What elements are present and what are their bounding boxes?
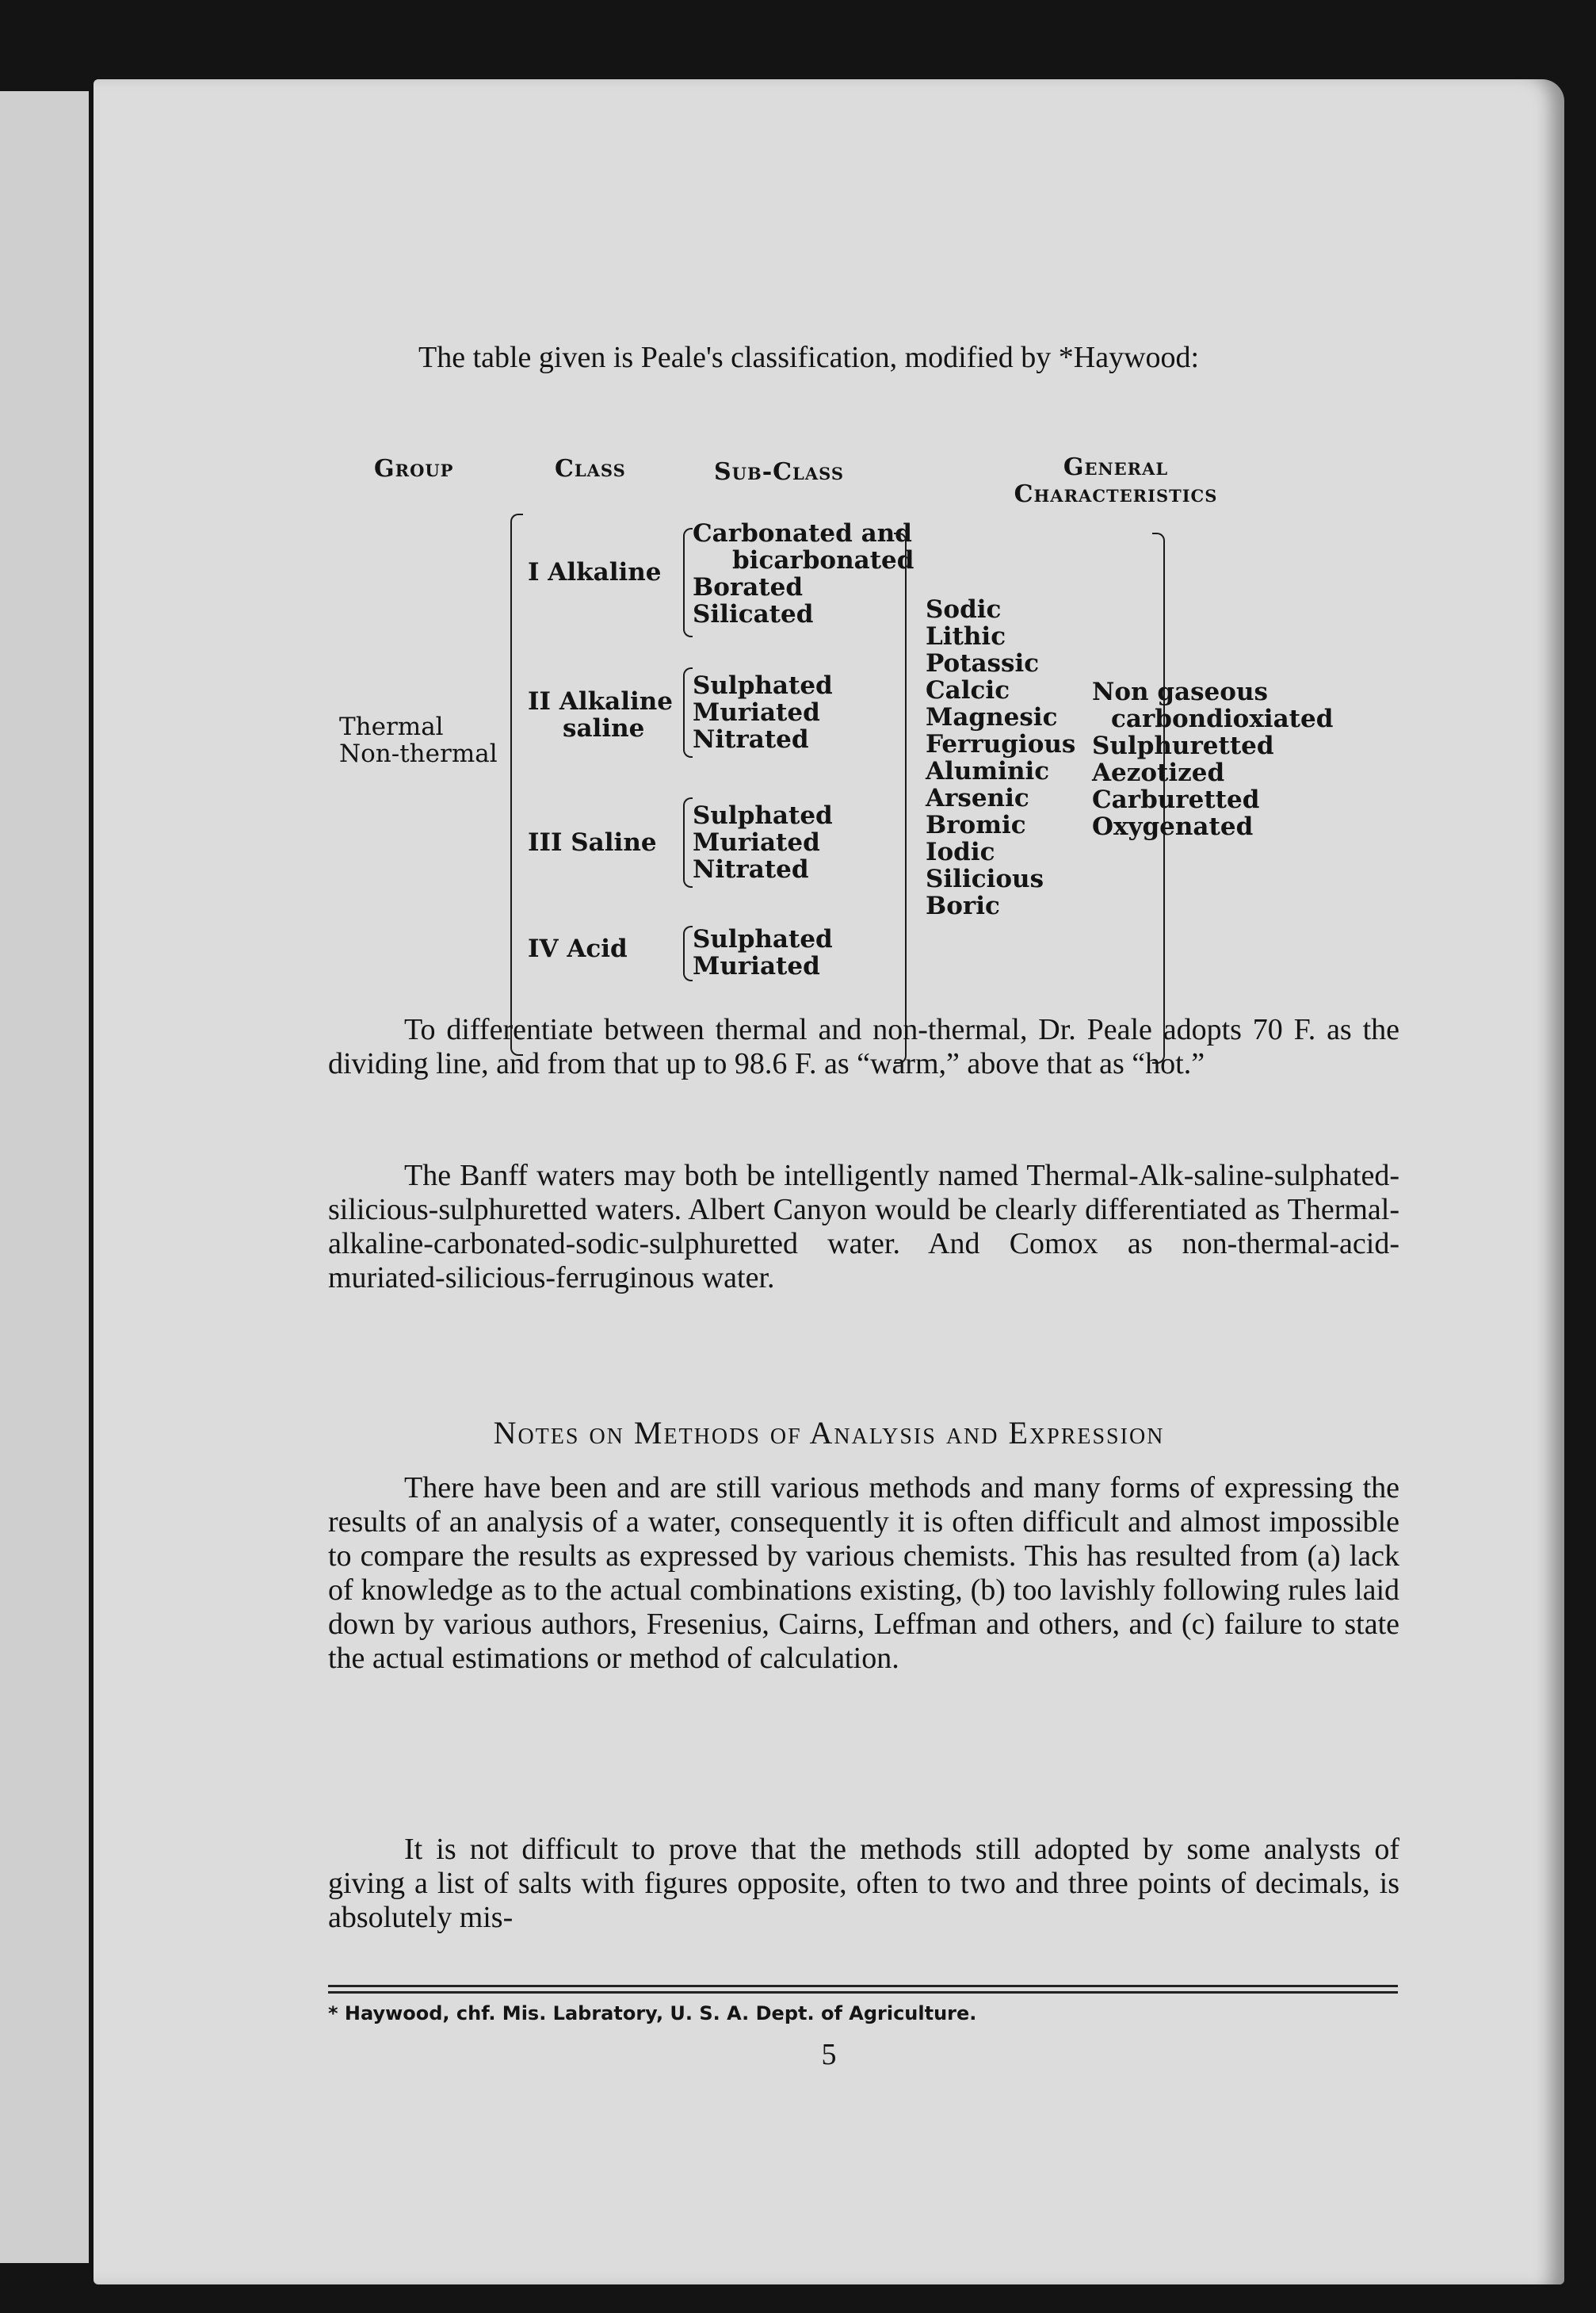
class-i-brace: [683, 528, 693, 637]
facing-page-edge: [0, 91, 89, 2263]
paragraph-thermal-definition: To differentiate between thermal and non-thermal, Dr. Peale adopts 70 F. as the dividing line, and from that up to 98.6 F. as “warm,” above that as “hot.”: [328, 1013, 1399, 1080]
element-3: Potassic: [926, 649, 1040, 678]
paragraph-salts: It is not difficult to prove that the methods still adopted by some analysts of giving a list of salts with figures opposite, often to two and three points of decimals, is absolutely mis-: [328, 1833, 1399, 1934]
page: [94, 79, 1564, 2284]
class-ii-label-2: saline: [563, 714, 645, 743]
class-i-sub-1: Carbonated and: [693, 519, 912, 548]
intro-paragraph: The table given is Peale's classification, modified by *Haywood:: [418, 341, 1200, 374]
header-general-2: Characteristics: [1014, 480, 1218, 508]
gas-2: carbondioxiated: [1111, 705, 1334, 733]
gas-6: Oxygenated: [1092, 812, 1254, 841]
gas-1: Non gaseous: [1092, 678, 1268, 706]
class-iv-sub-1: Sulphated: [693, 925, 833, 954]
class-i-sub-2: bicarbonated: [732, 546, 914, 575]
section-title: Notes on Methods of Analysis and Expression: [493, 1415, 1165, 1451]
gas-5: Carburetted: [1092, 786, 1260, 814]
element-7: Aluminic: [926, 757, 1050, 786]
group-non-thermal: Non-thermal: [339, 740, 498, 768]
header-general-1: General: [1063, 453, 1169, 481]
paragraph-methods: There have been and are still various methods and many forms of expressing the results of an analysis of a water, consequently it is often difficult and almost impossible to compare the results as expressed by various chemists. This has resulted from (a) lack of knowledge as to the actual combinations existing, (b) too lavishly following rules laid down by various authors, Fresenius, Cairns, Leffman and others, and (c) failure to state the actual estimations or method of calculation.: [328, 1471, 1399, 1675]
element-1: Sodic: [926, 595, 1002, 624]
element-4: Calcic: [926, 676, 1010, 705]
gas-3: Sulphuretted: [1092, 732, 1274, 760]
element-8: Arsenic: [926, 784, 1029, 812]
subclass-brace: [894, 533, 907, 1064]
element-5: Magnesic: [926, 703, 1058, 732]
class-ii-label-1: II Alkaline: [528, 687, 674, 716]
class-group-brace: [510, 514, 523, 1056]
header-group: Group: [374, 455, 454, 483]
header-subclass: Sub-Class: [714, 458, 844, 486]
class-i-sub-4: Silicated: [693, 600, 814, 629]
class-i-label: I Alkaline: [528, 558, 662, 587]
class-ii-brace: [683, 667, 693, 758]
element-9: Bromic: [926, 811, 1026, 839]
header-class: Class: [555, 455, 626, 483]
page-number: 5: [821, 2038, 837, 2071]
element-2: Lithic: [926, 622, 1006, 651]
gas-4: Aezotized: [1092, 759, 1225, 787]
footnote-rule-2: [328, 1991, 1398, 1994]
group-thermal: Thermal: [339, 713, 444, 741]
element-11: Silicious: [926, 865, 1044, 893]
element-10: Iodic: [926, 838, 995, 866]
class-iii-brace: [683, 797, 693, 888]
element-6: Ferrugious: [926, 730, 1076, 759]
class-i-sub-3: Borated: [693, 573, 804, 602]
class-ii-sub-2: Muriated: [693, 698, 820, 727]
class-iv-label: IV Acid: [528, 935, 628, 963]
class-ii-sub-3: Nitrated: [693, 725, 809, 754]
footnote: * Haywood, chf. Mis. Labratory, U. S. A. Dept. of Agriculture.: [328, 2002, 977, 2024]
class-iii-label: III Saline: [528, 828, 657, 857]
class-ii-sub-1: Sulphated: [693, 671, 833, 700]
class-iii-sub-1: Sulphated: [693, 801, 833, 830]
class-iii-sub-2: Muriated: [693, 828, 820, 857]
footnote-rule: [328, 1985, 1398, 1987]
class-iv-brace: [683, 926, 693, 981]
element-12: Boric: [926, 892, 1000, 920]
class-iv-sub-2: Muriated: [693, 952, 820, 981]
paragraph-banff-naming: The Banff waters may both be intelligently named Thermal-Alk-saline-sulphated-silicious-sulphuretted waters. Albert Canyon would be clearly differentiated as Thermal-alkaline-carbonated-sodic-sulphuretted water. And Comox as non-thermal-acid-muriated-silicious-ferruginous water.: [328, 1159, 1399, 1294]
class-iii-sub-3: Nitrated: [693, 855, 809, 884]
